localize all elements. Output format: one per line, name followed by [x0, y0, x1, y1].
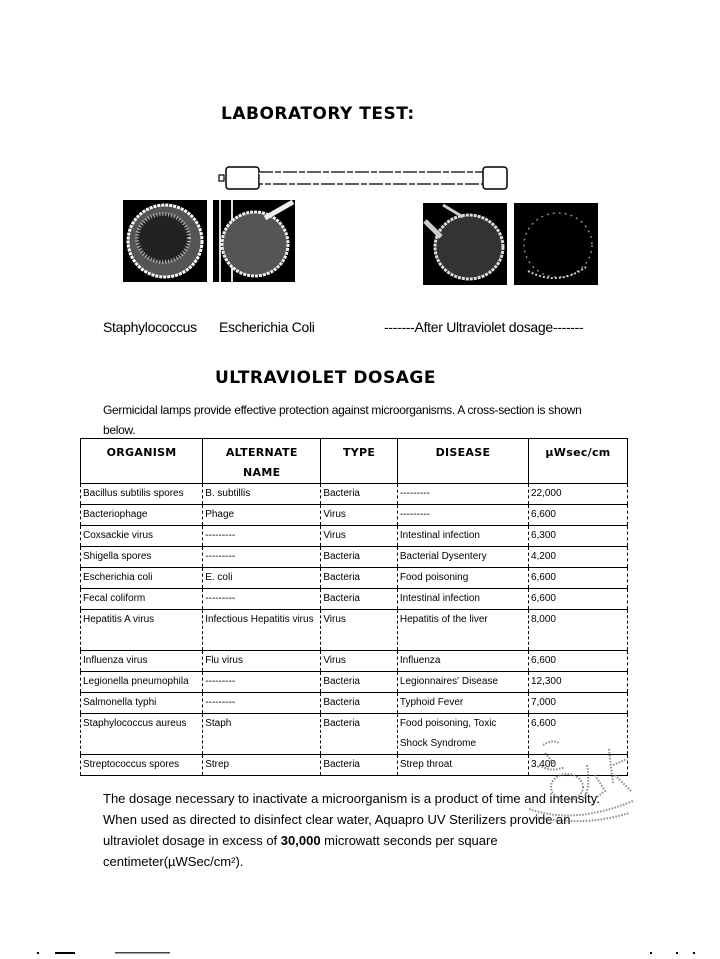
cell-organism: Influenza virus	[81, 651, 203, 672]
caption-after-uv: -------After Ultraviolet dosage-------	[384, 319, 584, 335]
cell-disease: Intestinal infection	[397, 526, 528, 547]
cell-disease: Typhoid Fever	[397, 693, 528, 714]
header-disease: DISEASE	[397, 439, 528, 484]
cell-organism: Legionella pneumophila	[81, 672, 203, 693]
cell-organism: Coxsackie virus	[81, 526, 203, 547]
cell-alternate: Infectious Hepatitis virus	[203, 610, 321, 651]
staphylococcus-photo	[123, 200, 207, 282]
table-row	[81, 589, 628, 610]
cell-alternate: ---------	[203, 547, 321, 568]
cell-disease: Strep throat	[397, 755, 528, 776]
cell-alternate: ---------	[203, 589, 321, 610]
table-row	[81, 651, 628, 672]
intro-paragraph: Germicidal lamps provide effective protection against microorganisms. A cross-section is shown below.	[103, 403, 582, 437]
cell-type: Virus	[321, 505, 398, 526]
cell-dose: 6,300	[528, 526, 627, 547]
header-alternate-name: ALTERNATE NAME	[203, 439, 321, 484]
cell-dose: 12,300	[528, 672, 627, 693]
cell-disease: Food poisoning	[397, 568, 528, 589]
cell-disease: Intestinal infection	[397, 589, 528, 610]
cell-organism: Fecal coliform	[81, 589, 203, 610]
cell-organism: Hepatitis A virus	[81, 610, 203, 651]
cell-type: Bacteria	[321, 693, 398, 714]
cell-alternate: Strep	[203, 755, 321, 776]
cell-disease: Bacterial Dysentery	[397, 547, 528, 568]
cell-type: Bacteria	[321, 547, 398, 568]
scan-artifact-marks	[0, 952, 720, 955]
watermark-stamp-icon	[525, 735, 635, 825]
cell-disease: Legionnaires' Disease	[397, 672, 528, 693]
uv-dosage-table	[80, 438, 628, 776]
cell-organism: Bacillus subtilis spores	[81, 484, 203, 505]
table-row	[81, 547, 628, 568]
after-uv-photo-1	[423, 203, 507, 285]
table-row	[81, 568, 628, 589]
cell-dose: 6,600	[528, 505, 627, 526]
cell-dose: 3,400	[528, 755, 627, 776]
table-row	[81, 484, 628, 505]
cell-type: Bacteria	[321, 484, 398, 505]
table-row	[81, 505, 628, 526]
lamp-tube	[259, 172, 483, 184]
cell-type: Virus	[321, 526, 398, 547]
cell-dose: 6,600	[528, 714, 627, 755]
ultraviolet-dosage-heading: ULTRAVIOLET DOSAGE	[215, 368, 436, 388]
cell-alternate: B. subtillis	[203, 484, 321, 505]
header-type: TYPE	[321, 439, 398, 484]
escherichia-coli-photo	[213, 200, 295, 282]
cell-alternate: ---------	[203, 672, 321, 693]
outro-text-1: The dosage necessary to inactivate a microorganism is a product of time and intensity. When used as directed to disinfect clear water, Aquapro UV Sterilizers provide an ultraviolet dosage in excess of	[103, 791, 600, 848]
cell-type: Virus	[321, 610, 398, 651]
outro-bold-dose: 30,000	[280, 833, 321, 848]
table-row	[81, 526, 628, 547]
cell-dose: 8,000	[528, 610, 627, 651]
cell-type: Bacteria	[321, 672, 398, 693]
cell-organism: Streptococcus spores	[81, 755, 203, 776]
cell-type: Bacteria	[321, 714, 398, 755]
cell-organism: Escherichia coli	[81, 568, 203, 589]
cell-organism: Shigella spores	[81, 547, 203, 568]
cell-organism: Salmonella typhi	[81, 693, 203, 714]
lamp-end-cap-right	[483, 167, 507, 189]
lamp-pin	[219, 175, 224, 181]
cell-disease: Food poisoning, Toxic Shock Syndrome	[397, 714, 528, 755]
cell-type: Bacteria	[321, 755, 398, 776]
header-dose: µWsec/cm	[528, 439, 627, 484]
cell-dose: 6,600	[528, 589, 627, 610]
cell-type: Virus	[321, 651, 398, 672]
cell-type: Bacteria	[321, 568, 398, 589]
caption-escherichia-coli: Escherichia Coli	[219, 319, 315, 335]
header-organism: ORGANISM	[81, 439, 203, 484]
cell-alternate: Phage	[203, 505, 321, 526]
cell-alternate: ---------	[203, 526, 321, 547]
caption-staphylococcus: Staphylococcus	[103, 319, 197, 335]
cell-dose: 6,600	[528, 568, 627, 589]
after-uv-photo-2	[514, 203, 598, 285]
table-row	[81, 693, 628, 714]
cell-dose: 7,000	[528, 693, 627, 714]
cell-alternate: E. coli	[203, 568, 321, 589]
cell-dose: 22,000	[528, 484, 627, 505]
cell-alternate: Flu virus	[203, 651, 321, 672]
cell-disease: Influenza	[397, 651, 528, 672]
cell-organism: Bacteriophage	[81, 505, 203, 526]
cell-dose: 6,600	[528, 651, 627, 672]
lamp-end-cap-left	[226, 167, 259, 189]
cell-disease: Hepatitis of the liver	[397, 610, 528, 651]
table-header-row	[81, 439, 628, 484]
uv-lamp-illustration	[218, 165, 508, 191]
table-row	[81, 672, 628, 693]
table-row	[81, 610, 628, 651]
cell-disease: ---------	[397, 505, 528, 526]
cell-type: Bacteria	[321, 589, 398, 610]
cell-disease: ---------	[397, 484, 528, 505]
outro-text-2: microwatt seconds per square centimeter(µWSec/cm²).	[103, 833, 498, 869]
cell-organism: Staphylococcus aureus	[81, 714, 203, 755]
cell-alternate: ---------	[203, 693, 321, 714]
laboratory-test-heading: LABORATORY TEST:	[221, 104, 415, 124]
cell-dose: 4,200	[528, 547, 627, 568]
cell-alternate: Staph	[203, 714, 321, 755]
